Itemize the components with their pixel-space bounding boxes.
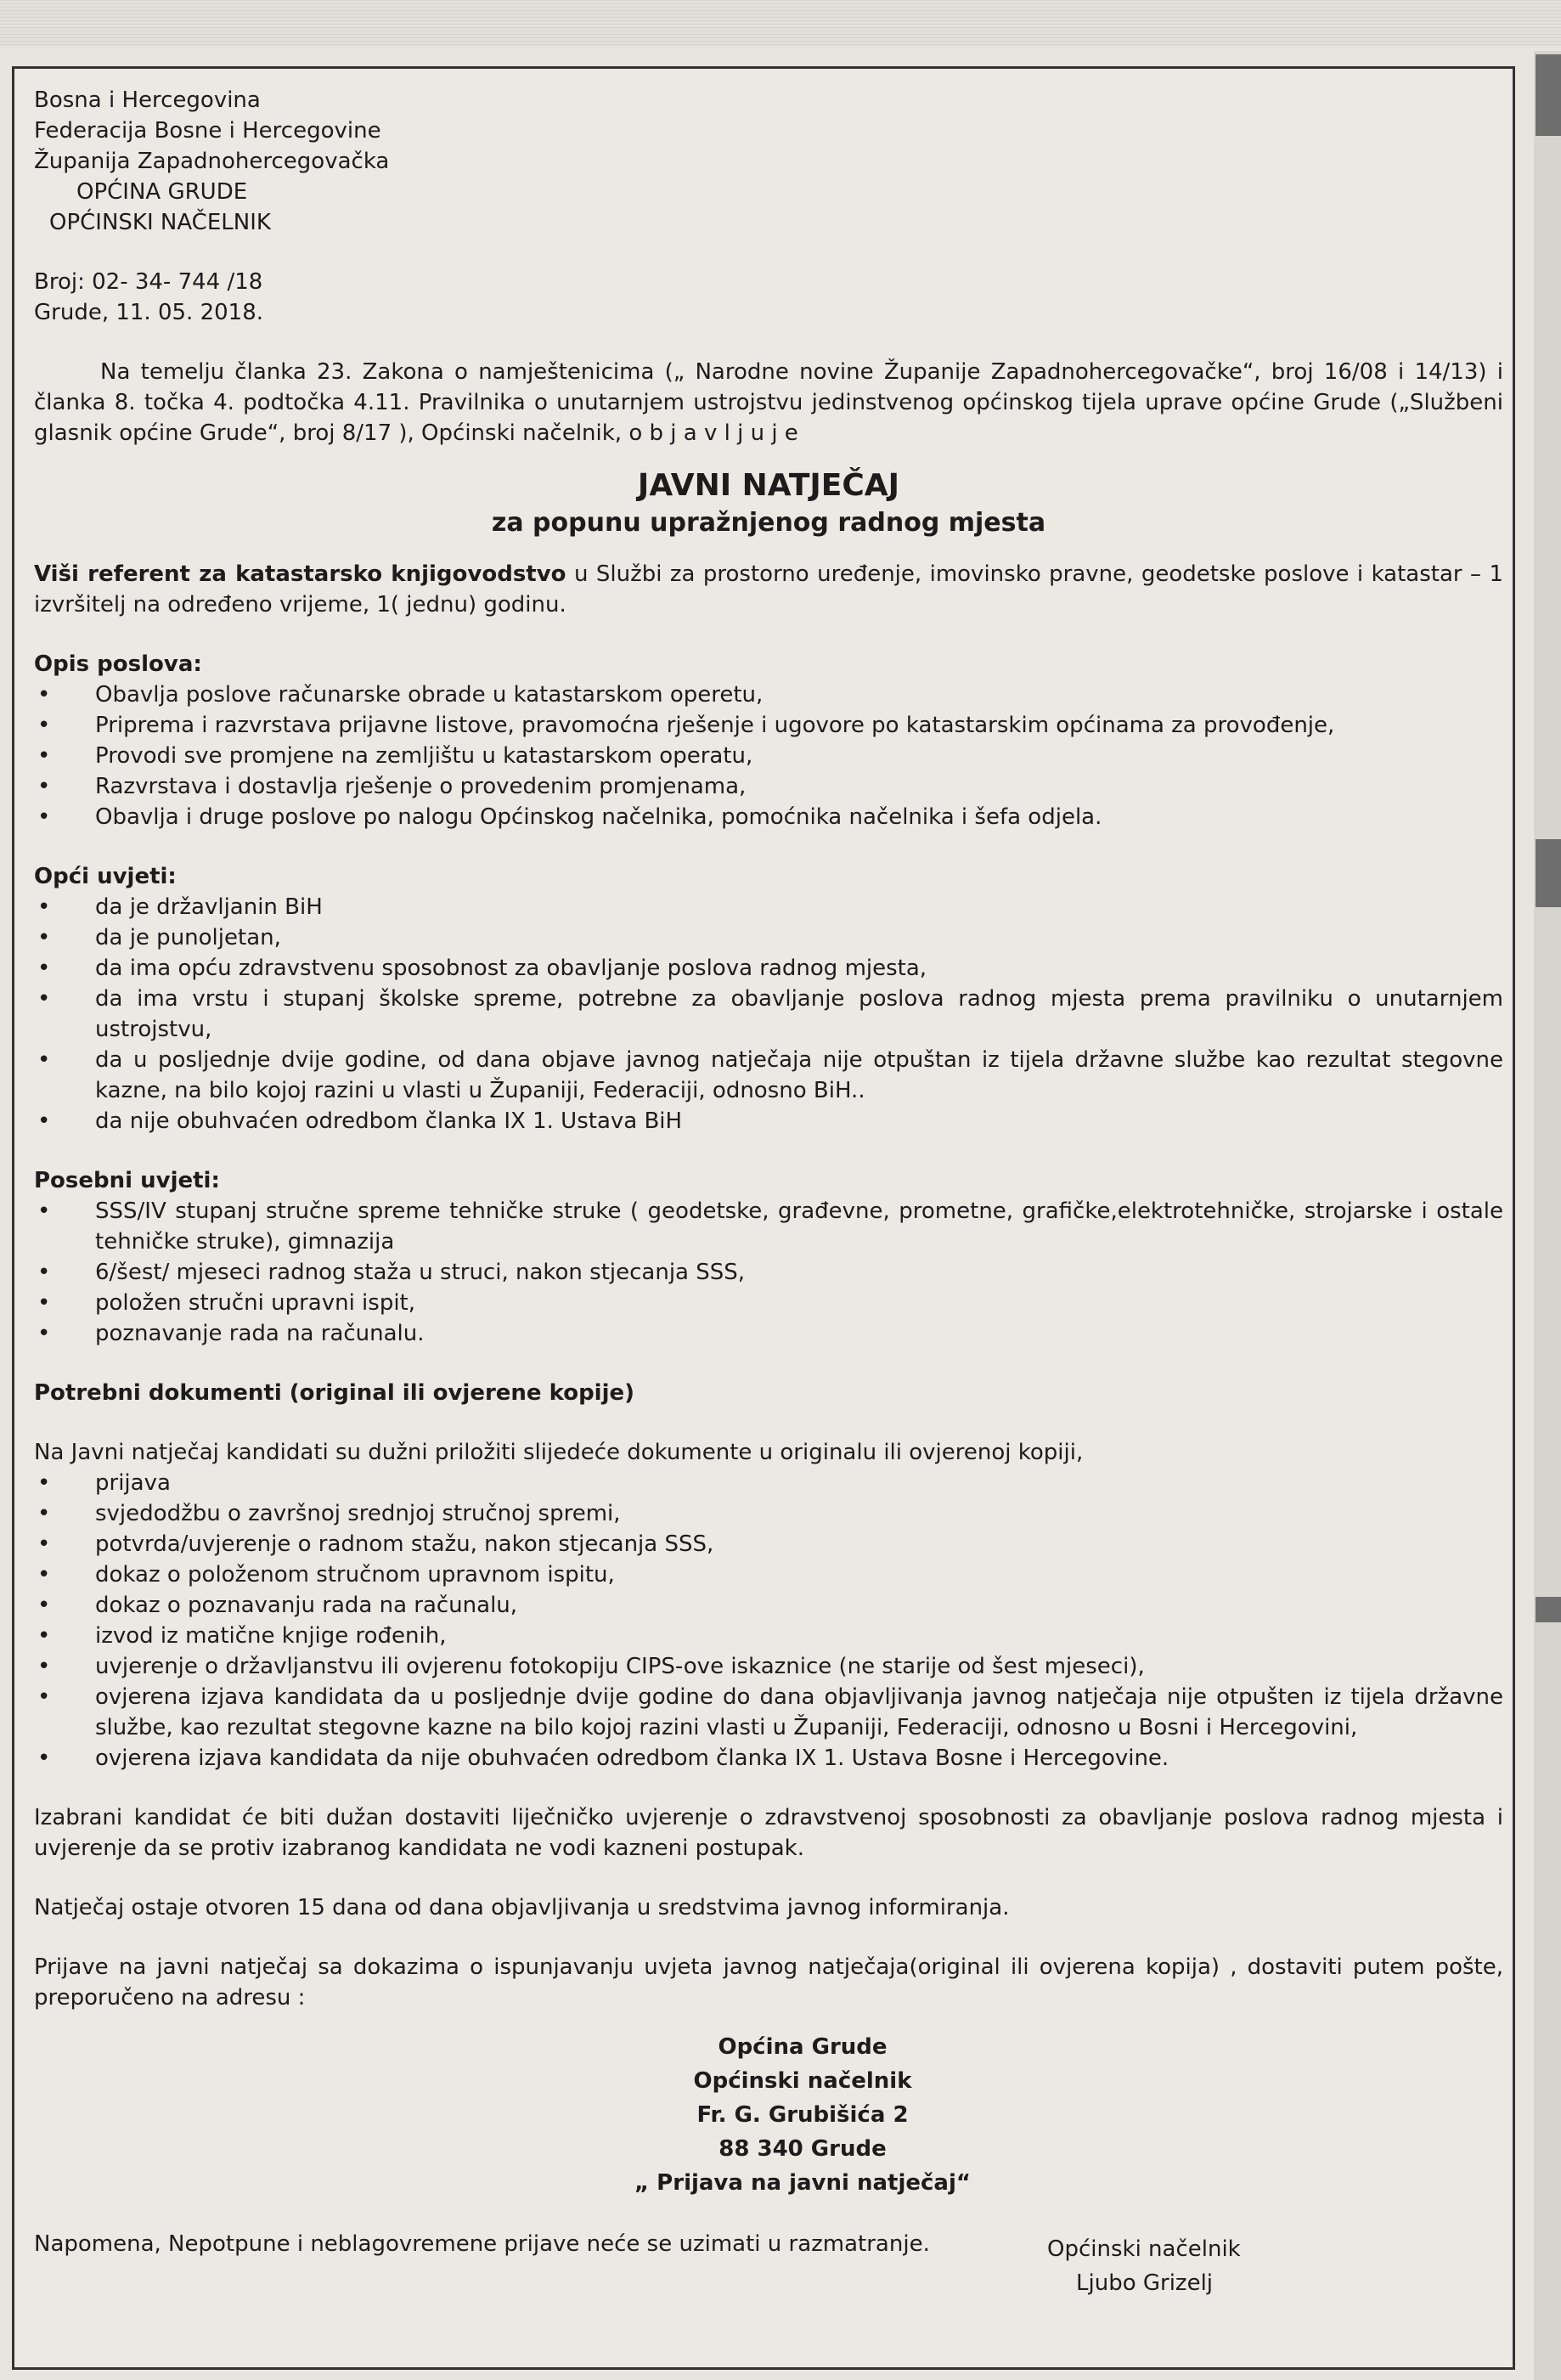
list-item: • da ima opću zdravstvenu sposobnost za obavljanje poslova radnog mjesta, — [34, 953, 1503, 984]
list-item: • potvrda/uvjerenje o radnom stažu, nakon stjecanja SSS, — [34, 1529, 1503, 1559]
edge-tab — [1536, 1597, 1561, 1622]
edge-tab — [1536, 839, 1561, 907]
reference-number: Broj: 02- 34- 744 /18 — [34, 269, 263, 295]
documents-lead: Na Javni natječaj kandidati su dužni priložiti slijedeće dokumente u originalu ili ovjerenoj kopiji, — [34, 1440, 1084, 1465]
list-item: • da nije obuhvaćen odredbom članka IX 1. Ustava BiH — [34, 1106, 1503, 1136]
list-item: • dokaz o poznavanju rada na računalu, — [34, 1590, 1503, 1621]
list-item: • Razvrstava i dostavlja rješenje o provedenim promjenama, — [34, 771, 1503, 802]
address-line: Općina Grude — [718, 2034, 888, 2060]
signature-block — [1047, 2232, 1387, 2300]
duration-paragraph: Natječaj ostaje otvoren 15 dana od dana objavljivanja u sredstvima javnog informiranja. — [34, 1895, 1010, 1920]
address-line: Općinski načelnik — [693, 2068, 912, 2094]
submission-paragraph: Prijave na javni natječaj sa dokazima o ispunjavanju uvjeta javnog natječaja(original ili ovjerena kopija) , dostaviti putem pošte, preporučeno na adresu : — [34, 1954, 1503, 2011]
general-conditions-list — [34, 892, 1503, 1136]
list-item: • Priprema i razvrstava prijavne listove, pravomoćna rješenje i ugovore po katastarskim općinama za provođenje, — [34, 710, 1503, 741]
notice-content — [34, 85, 1503, 2259]
duties-list — [34, 680, 1503, 832]
legal-basis-paragraph: Na temelju članka 23. Zakona o namještenicima („ Narodne novine Županije Zapadnohercegovačke“, broj 16/08 i 14/13) i članka 8. točka 4. podtočka 4.11. Pravilnika o unutarnjem ustrojstvu jedinstvenog općinskog tijela uprave općine Grude („Službeni glasnik općine Grude“, broj 8/17 ), Općinski načelnik, o b j a v l j u j e — [34, 359, 1503, 446]
note-paragraph: Napomena, Nepotpune i neblagovremene prijave neće se uzimati u razmatranje. — [34, 2231, 930, 2257]
list-item: • da je državljanin BiH — [34, 892, 1503, 922]
list-item: • svjedodžbu o završnoj srednjoj stručnoj spremi, — [34, 1498, 1503, 1529]
documents-list — [34, 1468, 1503, 1774]
letterhead-line: OPĆINA GRUDE — [76, 179, 248, 205]
list-item: • da ima vrstu i stupanj školske spreme, potrebne za obavljanje poslova radnog mjesta prema pravilniku o unutarnjem ustrojstvu, — [34, 984, 1503, 1045]
address-line: „ Prijava na javni natječaj“ — [634, 2170, 971, 2196]
page-edge-strip — [1534, 51, 1561, 2380]
position-details: u Službi za prostorno uređenje, imovinsko pravne, geodetske poslove i katastar – 1 izvršitelj na određeno vrijeme, 1( jednu) godinu. — [34, 561, 1503, 618]
list-item: • ovjerena izjava kandidata da nije obuhvaćen odredbom članka IX 1. Ustava Bosne i Hercegovine. — [34, 1743, 1503, 1774]
address-line: Fr. G. Grubišića 2 — [696, 2102, 909, 2128]
list-item: • 6/šest/ mjeseci radnog staža u struci, nakon stjecanja SSS, — [34, 1257, 1503, 1288]
address-line: 88 340 Grude — [719, 2136, 887, 2162]
document-date: Grude, 11. 05. 2018. — [34, 300, 264, 325]
section-heading: Posebni uvjeti: — [34, 1168, 220, 1193]
edge-tab — [1536, 54, 1561, 136]
letterhead-line: OPĆINSKI NAČELNIK — [49, 210, 271, 235]
signature-name: Ljubo Grizelj — [1076, 2270, 1214, 2296]
medical-certificate-paragraph: Izabrani kandidat će biti dužan dostaviti liječničko uvjerenje o zdravstvenoj sposobnosti za obavljanje poslova radnog mjesta i uvjerenje da se protiv izabranog kandidata ne vodi kazneni postupak. — [34, 1805, 1503, 1861]
position-description — [34, 559, 1503, 620]
list-item: • da u posljednje dvije godine, od dana objave javnog natječaja nije otpuštan iz tijela državne službe kao rezultat stegovne kazne, na bilo kojoj razini u vlasti u Županiji, Federaciji, odnosno BiH.. — [34, 1045, 1503, 1106]
list-item: • da je punoljetan, — [34, 922, 1503, 953]
letterhead-line: Bosna i Hercegovina — [34, 87, 261, 113]
list-item: • SSS/IV stupanj stručne spreme tehničke struke ( geodetske, građevne, prometne, grafičke,elektrotehničke, strojarske i ostale tehničke struke), gimnazija — [34, 1196, 1503, 1257]
list-item: • poznavanje rada na računalu. — [34, 1318, 1503, 1349]
signature-role: Općinski načelnik — [1047, 2236, 1241, 2262]
mailing-address — [34, 2030, 1503, 2200]
list-item: • izvod iz matične knjige rođenih, — [34, 1621, 1503, 1651]
position-name: Viši referent za katastarsko knjigovodstvo — [34, 561, 566, 587]
special-conditions-list — [34, 1196, 1503, 1349]
list-item: • Provodi sve promjene na zemljištu u katastarskom operatu, — [34, 741, 1503, 771]
list-item: • položen stručni upravni ispit, — [34, 1288, 1503, 1318]
list-item: • prijava — [34, 1468, 1503, 1498]
letterhead — [34, 85, 1503, 328]
list-item: • uvjerenje o državljanstvu ili ovjerenu fotokopiju CIPS-ove iskaznice (ne starije od šest mjeseci), — [34, 1651, 1503, 1682]
list-item: • Obavlja poslove računarske obrade u katastarskom operetu, — [34, 680, 1503, 710]
letterhead-line: Federacija Bosne i Hercegovine — [34, 118, 381, 144]
letterhead-line: Županija Zapadnohercegovačka — [34, 149, 390, 174]
scan-top-margin — [0, 0, 1561, 48]
list-item: • ovjerena izjava kandidata da u posljednje dvije godine do dana objavljivanja javnog natječaja nije otpušten iz tijela državne službe, kao rezultat stegovne kazne na bilo kojoj razini vlasti u Županiji, Federaciji, odnosno u Bosni i Hercegovini, — [34, 1682, 1503, 1743]
list-item: • dokaz o položenom stručnom upravnom ispitu, — [34, 1559, 1503, 1590]
section-heading: Opis poslova: — [34, 651, 202, 677]
section-heading: Potrebni dokumenti (original ili ovjerene kopije) — [34, 1380, 635, 1406]
notice-title: JAVNI NATJEČAJ — [637, 468, 900, 503]
list-item: • Obavlja i druge poslove po nalogu Općinskog načelnika, pomoćnika načelnika i šefa odjela. — [34, 802, 1503, 832]
section-heading: Opći uvjeti: — [34, 864, 177, 889]
notice-subtitle: za popunu upražnjenog radnog mjesta — [491, 508, 1046, 538]
